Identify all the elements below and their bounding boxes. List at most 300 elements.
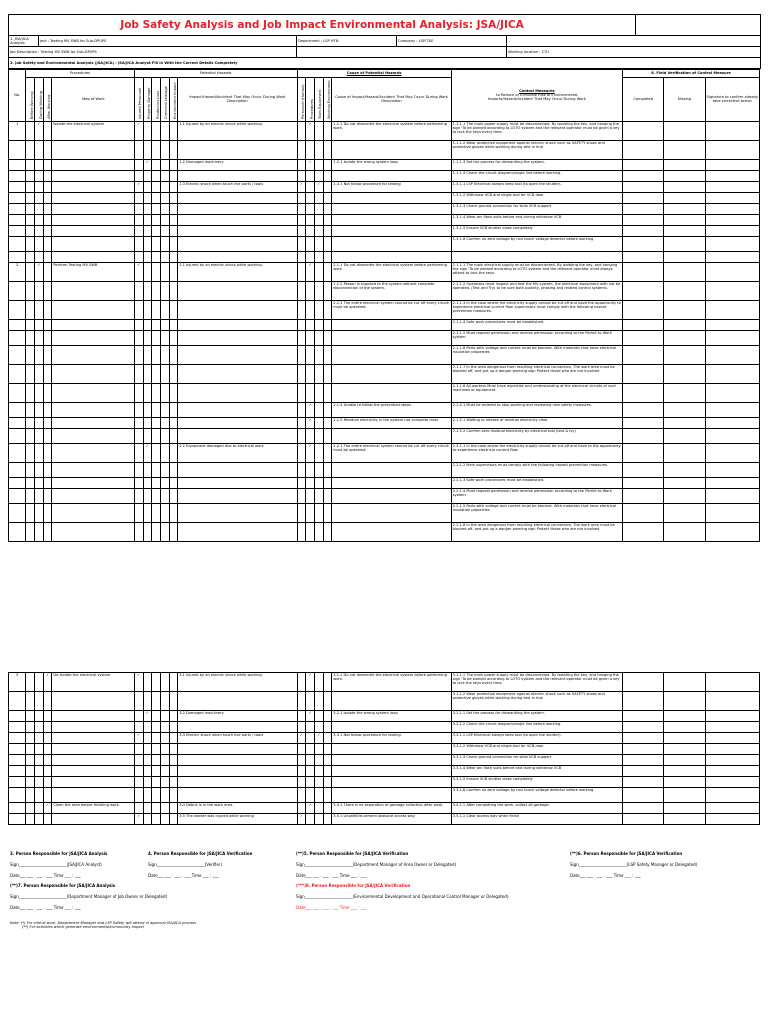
sig-5-date[interactable]: Date___ ___ . ___ . ___ Time ___ : ___ (296, 873, 367, 878)
cell-production (152, 522, 161, 541)
cell-environment (169, 488, 178, 503)
cell-tools (314, 345, 323, 364)
cell-cause (332, 192, 451, 203)
sig-3-sign[interactable]: Sign________________________(JSA/JICA Analyst) (10, 862, 102, 867)
cell-before (26, 319, 35, 330)
sig-3-date[interactable]: Date___ ___ . ___ . ___ Time ___ : ___ (10, 873, 81, 878)
cell-production (152, 364, 161, 383)
cell-signature (705, 788, 759, 803)
cell-impact (178, 722, 297, 733)
cell-completed (623, 402, 664, 417)
cell-production (152, 203, 161, 214)
cell-impact: 3.2 Damaged machinery (178, 711, 297, 722)
cell-before (26, 262, 35, 281)
cell-signature (705, 262, 759, 281)
cell-control: 3.2.1.1 Set the process for dismantling the system. (451, 711, 622, 722)
cell-production (152, 319, 161, 330)
cell-injured (134, 462, 143, 477)
cell-signature (705, 692, 759, 711)
cell-signature (705, 364, 759, 383)
cell-step (52, 251, 134, 262)
cell-before (26, 402, 35, 417)
location-label: Working location : (508, 50, 541, 55)
cell-cause: 3.2.1 Isolate the wrong system loop (332, 711, 451, 722)
cell-production (152, 236, 161, 251)
cell-missing (664, 345, 705, 364)
cell-injured (134, 788, 143, 803)
cell-injured: ✓ (134, 181, 143, 192)
sig-block-3 (10, 851, 107, 878)
cell-personnel (297, 170, 306, 181)
cell-work-env (323, 428, 332, 443)
cell-production (152, 755, 161, 766)
col-environment: Environment Impact (169, 77, 178, 121)
cell-property (143, 225, 152, 236)
cell-before (26, 225, 35, 236)
cell-completed (623, 692, 664, 711)
cell-during (35, 673, 44, 692)
cell-property (143, 477, 152, 488)
cell-impact (178, 300, 297, 319)
cell-control: 2.2.1.5 Parts with voltage and current must be blocked. With materials that have electrical insulation properties (451, 503, 622, 522)
cell-environment (169, 330, 178, 345)
cell-control: 3.5.1.1 Clear access way when finish (451, 814, 622, 825)
cell-personnel (297, 319, 306, 330)
cell-injured (134, 383, 143, 402)
cell-control: 3.4.1.1 After completing the work, collect all garbage. (451, 803, 622, 814)
control-sub-2: Impacts/Hazard/Accident That May Occur During Work (487, 97, 586, 102)
table-row (9, 225, 760, 236)
cell-property (143, 814, 152, 825)
cell-before (26, 788, 35, 803)
cell-completed (623, 777, 664, 788)
cell-cause: 1.2.1 Isolate the wrong system loop (332, 159, 451, 170)
cell-no (9, 766, 26, 777)
cell-cause (332, 488, 451, 503)
cell-no (9, 281, 26, 300)
table-row (9, 692, 760, 711)
cell-property (143, 236, 152, 251)
cell-signature (705, 330, 759, 345)
cell-chemical (160, 788, 169, 803)
cell-signature (705, 121, 759, 140)
cell-production (152, 300, 161, 319)
cell-personnel (297, 281, 306, 300)
cell-during (35, 428, 44, 443)
cell-no (9, 319, 26, 330)
cell-completed (623, 477, 664, 488)
cell-personnel (297, 443, 306, 462)
cell-property (143, 330, 152, 345)
cell-completed (623, 236, 664, 251)
cell-signature (705, 203, 759, 214)
cell-procedures (306, 477, 315, 488)
sig-5-sign[interactable]: Sign________________________(Department Manager of Area Owner or Delegated) (296, 862, 457, 867)
cell-injured (134, 488, 143, 503)
cell-missing (664, 192, 705, 203)
cell-during (35, 488, 44, 503)
cell-after (43, 488, 52, 503)
sig-block-6 (570, 851, 697, 878)
cell-no (9, 443, 26, 462)
col-step: Step of Work (52, 77, 134, 121)
cell-work-env (323, 803, 332, 814)
cell-work-env (323, 300, 332, 319)
cell-after (43, 744, 52, 755)
cell-after (43, 692, 52, 711)
cell-work-env (323, 170, 332, 181)
cell-injured (134, 477, 143, 488)
cell-step (52, 733, 134, 744)
cell-signature (705, 159, 759, 170)
cell-cause (332, 364, 451, 383)
cell-personnel (297, 383, 306, 402)
cell-no (9, 203, 26, 214)
cell-before (26, 121, 35, 140)
job-desc-value: Testing MV SWB for Sub-DPUPS (40, 50, 97, 55)
cell-step (52, 214, 134, 225)
cell-cause (332, 330, 451, 345)
cell-before (26, 300, 35, 319)
cell-no (9, 503, 26, 522)
cell-work-env (323, 722, 332, 733)
control-title: Control Measures (519, 89, 555, 94)
table-row (9, 236, 760, 251)
cell-after (43, 251, 52, 262)
cell-cause (332, 236, 451, 251)
cell-chemical (160, 803, 169, 814)
cell-no (9, 192, 26, 203)
cell-step (52, 402, 134, 417)
cell-chemical (160, 181, 169, 192)
cell-environment (169, 443, 178, 462)
cell-completed (623, 711, 664, 722)
cell-after (43, 755, 52, 766)
cell-personnel (297, 417, 306, 428)
cell-property (143, 673, 152, 692)
cell-during (35, 345, 44, 364)
cell-cause (332, 777, 451, 788)
cell-injured (134, 159, 143, 170)
cell-procedures (306, 788, 315, 803)
table-row (9, 281, 760, 300)
cell-cause (332, 462, 451, 477)
cell-cause: 3.3.1 Not follow procedure for testing (332, 733, 451, 744)
cell-production (152, 345, 161, 364)
cell-cause (332, 766, 451, 777)
company-label: Company : (398, 39, 418, 44)
note-1: Note: (*) For critical work, Department Manager and LSP Safety will attend in approval JSA/JICA process (10, 921, 197, 925)
cell-signature (705, 443, 759, 462)
cell-step (52, 522, 134, 541)
cell-chemical (160, 522, 169, 541)
cell-impact (178, 766, 297, 777)
table-row (9, 462, 760, 477)
cell-impact (178, 788, 297, 803)
cell-before (26, 711, 35, 722)
cell-cause (332, 744, 451, 755)
cell-procedures (306, 300, 315, 319)
cell-step: De-isolate the electrical system (52, 673, 134, 692)
table-row (9, 203, 760, 214)
cell-environment (169, 383, 178, 402)
cell-no (9, 345, 26, 364)
cell-no (9, 692, 26, 711)
cell-chemical (160, 488, 169, 503)
cell-no (9, 488, 26, 503)
cell-tools (314, 755, 323, 766)
info-blank (507, 36, 761, 47)
cell-after (43, 319, 52, 330)
cell-control: 2.2.1.3 Safe work procedures must be established. (451, 477, 622, 488)
cell-injured (134, 722, 143, 733)
cell-work-env (323, 203, 332, 214)
cell-control: 2.1.1.5 Must request permission and receive permission according to the Permit to Work system (451, 330, 622, 345)
table-row (9, 300, 760, 319)
table-row (9, 814, 760, 825)
cell-procedures: ✓ (306, 443, 315, 462)
sig-6-date[interactable]: Date___ ___ . ___ . ___ Time ___ : ___ (570, 873, 641, 878)
sig-8-sign[interactable]: Sign________________________(Environmental Development and Operational Control Manager or Delegated) (296, 894, 509, 899)
cell-environment (169, 203, 178, 214)
cell-production (152, 766, 161, 777)
table-row (9, 192, 760, 203)
cell-procedures: ✓ (306, 121, 315, 140)
table-row (9, 214, 760, 225)
cell-during (35, 443, 44, 462)
sig-8-title: (***)8. Person Responsible for JSA/JICA Verification (296, 883, 411, 888)
cell-property (143, 140, 152, 159)
cell-chemical (160, 140, 169, 159)
cell-tools (314, 383, 323, 402)
cell-step (52, 225, 134, 236)
cell-missing (664, 428, 705, 443)
sig-6-sign[interactable]: Sign________________________(LSP Safety Manager or Delegated) (570, 862, 698, 867)
sig-7-sign[interactable]: Sign________________________(Department Manager of Job Owner or Delegated) (10, 894, 168, 899)
cell-during (35, 814, 44, 825)
cell-impact (178, 251, 297, 262)
cell-before (26, 477, 35, 488)
cell-production (152, 503, 161, 522)
cell-missing (664, 203, 705, 214)
cell-tools (314, 522, 323, 541)
cell-impact (178, 462, 297, 477)
cell-impact (178, 417, 297, 428)
cell-work-env (323, 744, 332, 755)
cell-during (35, 251, 44, 262)
sig-block-5 (296, 851, 456, 878)
cell-after (43, 503, 52, 522)
cell-missing (664, 417, 705, 428)
cell-before (26, 803, 35, 814)
table-row (9, 733, 760, 744)
cell-step (52, 192, 134, 203)
cell-personnel (297, 330, 306, 345)
company-value: LSP/T&E (418, 39, 434, 44)
cell-production (152, 330, 161, 345)
cell-injured (134, 443, 143, 462)
cell-impact: 2.1 Injured by an electric shock while working. (178, 262, 297, 281)
cell-production (152, 140, 161, 159)
cell-completed (623, 181, 664, 192)
cell-completed (623, 814, 664, 825)
cell-completed (623, 364, 664, 383)
cell-work-env (323, 345, 332, 364)
sig-8-date[interactable]: Date___ ___ . ___ . ___ Time ___ : ___ (296, 905, 367, 910)
cell-environment (169, 170, 178, 181)
cell-personnel: ✓ (297, 733, 306, 744)
cell-production (152, 788, 161, 803)
cell-injured (134, 170, 143, 181)
cell-injured (134, 503, 143, 522)
cell-chemical (160, 251, 169, 262)
cell-procedures: ✓ (306, 417, 315, 428)
cell-work-env (323, 121, 332, 140)
cell-signature (705, 814, 759, 825)
cell-completed (623, 330, 664, 345)
cell-property (143, 766, 152, 777)
cell-tools (314, 330, 323, 345)
cell-work-env (323, 262, 332, 281)
cell-environment (169, 788, 178, 803)
cell-work-env (323, 192, 332, 203)
cell-step (52, 330, 134, 345)
cell-impact (178, 402, 297, 417)
cell-after (43, 711, 52, 722)
cell-control: 2.2.1.2 Main supervisors must comply with the following hazard prevention measures. (451, 462, 622, 477)
cell-work-env (323, 477, 332, 488)
cell-injured (134, 330, 143, 345)
cell-tools (314, 140, 323, 159)
cell-work-env (323, 181, 332, 192)
sig-4-date[interactable]: Date___ ___ . ___ . ___ Time ___ : ___ (148, 873, 219, 878)
cell-tools (314, 443, 323, 462)
cell-signature (705, 462, 759, 477)
cell-no (9, 170, 26, 181)
cell-missing (664, 755, 705, 766)
cell-tools (314, 262, 323, 281)
cell-before (26, 251, 35, 262)
cell-after (43, 788, 52, 803)
cell-property (143, 428, 152, 443)
cell-before (26, 733, 35, 744)
table-row (9, 383, 760, 402)
cell-impact (178, 383, 297, 402)
cell-control: 2.1.5.2 Confirm zero residual electricity by electrical tool (test & try) (451, 428, 622, 443)
cell-signature (705, 428, 759, 443)
cell-no (9, 383, 26, 402)
cell-cause (332, 140, 451, 159)
table-row (9, 766, 760, 777)
col-impact-desc: Impact/Hazard/Accident That May Occur During Work Description (178, 77, 297, 121)
col-completed: Completed (623, 77, 664, 121)
col-during: During Working (35, 77, 44, 121)
cell-control (451, 251, 622, 262)
cell-step (52, 236, 134, 251)
cell-cause (332, 522, 451, 541)
cell-property (143, 214, 152, 225)
cell-missing (664, 225, 705, 236)
cell-chemical (160, 428, 169, 443)
cell-completed (623, 462, 664, 477)
cell-chemical (160, 766, 169, 777)
cell-tools (314, 300, 323, 319)
cell-missing (664, 722, 705, 733)
col-cause-desc: Cause of Impact/Hazard/Accident That May Occur During Work Description (332, 77, 451, 121)
cell-environment (169, 251, 178, 262)
cell-missing (664, 488, 705, 503)
cell-property (143, 417, 152, 428)
sig-7-date[interactable]: Date___ ___ . ___ . ___ Time ___ : ___ (10, 905, 81, 910)
col-work-env: Working Environment (323, 77, 332, 121)
cell-during (35, 192, 44, 203)
header-table (8, 14, 761, 36)
cell-work-env (323, 236, 332, 251)
cell-during (35, 755, 44, 766)
cell-injured (134, 755, 143, 766)
cell-no (9, 402, 26, 417)
cell-procedures: ✓ (306, 402, 315, 417)
cell-injured (134, 203, 143, 214)
cell-chemical (160, 755, 169, 766)
table-row (9, 503, 760, 522)
cell-production (152, 692, 161, 711)
cell-after (43, 462, 52, 477)
cell-during (35, 402, 44, 417)
jsa-no-label: 1. JSA/JICA Analysis (9, 36, 39, 47)
cell-control: 3.3.1.6 Confirm no zero voltage by non touch voltage detector before working (451, 788, 622, 803)
cell-procedures (306, 462, 315, 477)
cell-personnel: ✓ (297, 814, 306, 825)
cell-property (143, 522, 152, 541)
cell-completed (623, 170, 664, 181)
title-side-cell (636, 15, 761, 36)
cell-tools (314, 251, 323, 262)
cell-after (43, 722, 52, 733)
table-row (9, 443, 760, 462)
cell-tools (314, 417, 323, 428)
cell-completed (623, 766, 664, 777)
cell-work-env (323, 814, 332, 825)
cell-missing (664, 477, 705, 488)
cell-during (35, 711, 44, 722)
cell-after: ✓ (43, 803, 52, 814)
col-field-verification: 8. Field Verification of Control Measure (623, 69, 760, 77)
sig-4-sign[interactable]: Sign________________________(Verifier) (148, 862, 223, 867)
table-row (9, 711, 760, 722)
cell-environment (169, 503, 178, 522)
cell-completed (623, 140, 664, 159)
cell-step (52, 319, 134, 330)
table-row (9, 251, 760, 262)
cell-missing (664, 300, 705, 319)
cell-chemical (160, 121, 169, 140)
cell-injured (134, 251, 143, 262)
cell-tools (314, 192, 323, 203)
cell-after (43, 121, 52, 140)
cell-step (52, 488, 134, 503)
cell-during (35, 181, 44, 192)
cell-after (43, 225, 52, 236)
cell-injured (134, 300, 143, 319)
cell-step (52, 364, 134, 383)
cell-property (143, 722, 152, 733)
cell-step (52, 503, 134, 522)
cell-completed (623, 225, 664, 236)
cell-procedures (306, 755, 315, 766)
cell-work-env (323, 788, 332, 803)
col-potential-hazards: Potential Hazards (134, 69, 297, 77)
